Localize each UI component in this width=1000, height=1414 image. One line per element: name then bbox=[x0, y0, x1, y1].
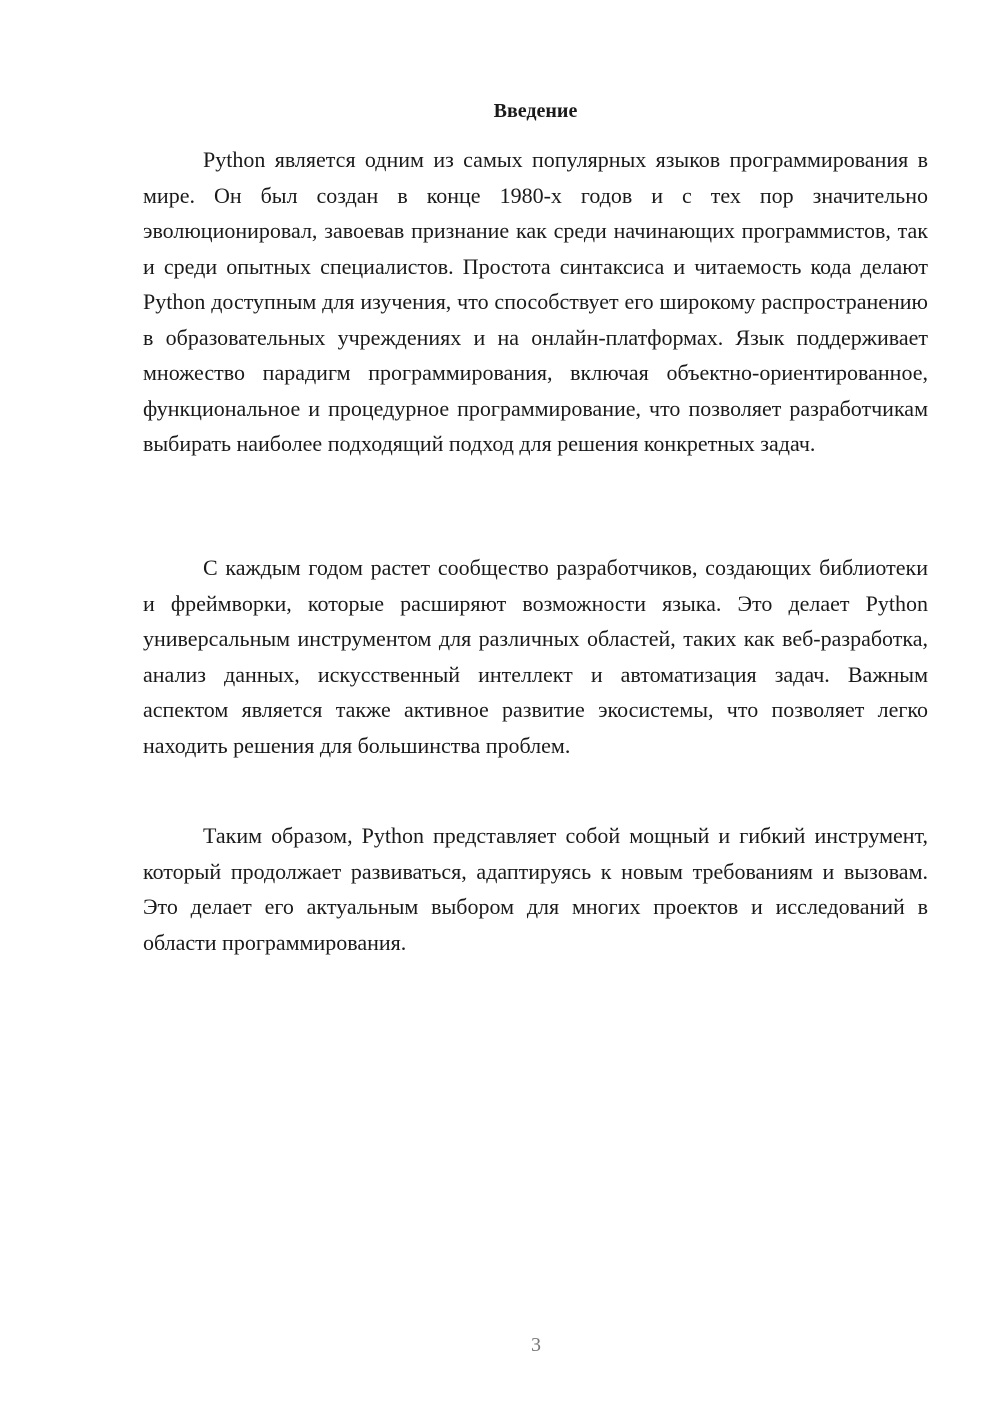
paragraph-2: С каждым годом растет сообщество разработчиков, создающих библиотеки и фреймворки, которые расширяют возможности языка. Это делает Python универсальным инструментом для различных областей, таких как веб-разработка, анализ данных, искусственный интеллект и автоматизация задач. Важным аспектом является также активное развитие экосистемы, что позволяет легко находить решения для большинства проблем. bbox=[143, 555, 928, 758]
paragraph-3: Таким образом, Python представляет собой мощный и гибкий инструмент, который продолжает развиваться, адаптируясь к новым требованиям и вызовам. Это делает его актуальным выбором для многих проектов и исследований в области программирования. bbox=[143, 823, 928, 955]
paragraph-1: Python является одним из самых популярных языков программирования в мире. Он был создан в конце 1980-х годов и с тех пор значительно эволюционировал, завоевав признание как среди начинающих программистов, так и среди опытных специалистов. Простота синтаксиса и читаемость кода делают Python доступным для изучения, что способствует его широкому распространению в образовательных учреждениях и на онлайн-платформах. Язык поддерживает множество парадигм программирования, включая объектно-ориентированное, функциональное и процедурное программирование, что позволяет разработчикам выбирать наиболее подходящий подход для решения конкретных задач. bbox=[143, 147, 928, 456]
section-heading: Введение bbox=[493, 100, 578, 122]
page-number: 3 bbox=[531, 1334, 541, 1356]
